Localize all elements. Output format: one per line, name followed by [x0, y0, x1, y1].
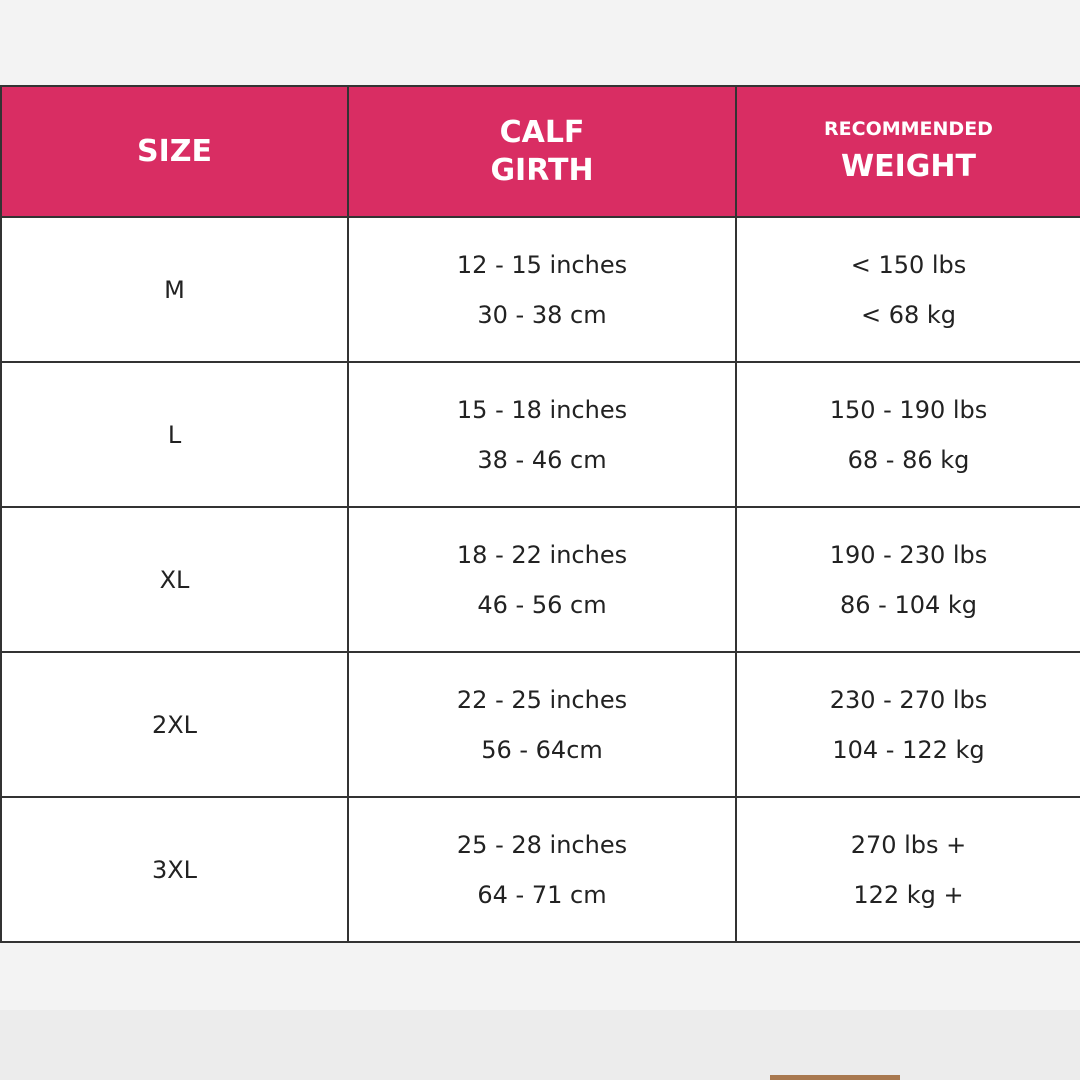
- table-row: [1, 217, 1080, 362]
- weight-lbs: 270 lbs +: [850, 830, 967, 859]
- weight-kg: 122 kg +: [853, 880, 964, 909]
- calf-girth-cell: [348, 217, 736, 362]
- weight-lbs: < 150 lbs: [850, 250, 967, 279]
- size-cell: [1, 362, 348, 507]
- weight-lbs: 230 - 270 lbs: [829, 685, 988, 714]
- calf-girth-cell: [348, 507, 736, 652]
- size-chart-table: [0, 85, 1080, 943]
- header-recommended-weight: [736, 86, 1080, 217]
- size-value: L: [167, 420, 182, 449]
- size-value: 2XL: [151, 710, 198, 739]
- weight-kg: < 68 kg: [860, 300, 957, 329]
- table-row: [1, 797, 1080, 942]
- weight-lbs: 190 - 230 lbs: [829, 540, 988, 569]
- header-row: [1, 86, 1080, 217]
- size-chart-container: [0, 85, 1080, 951]
- header-calf-girth: [348, 86, 736, 217]
- header-size-label: SIZE: [136, 133, 212, 169]
- recommended-weight-cell: [736, 217, 1080, 362]
- table-row: [1, 507, 1080, 652]
- girth-inches: 18 - 22 inches: [456, 540, 628, 569]
- girth-cm: 64 - 71 cm: [477, 880, 607, 909]
- size-cell: [1, 652, 348, 797]
- girth-inches: 25 - 28 inches: [456, 830, 628, 859]
- weight-kg: 68 - 86 kg: [847, 445, 970, 474]
- header-weight-main: WEIGHT: [841, 148, 976, 184]
- table-row: [1, 362, 1080, 507]
- recommended-weight-cell: [736, 362, 1080, 507]
- calf-girth-cell: [348, 652, 736, 797]
- size-cell: [1, 507, 348, 652]
- header-calf-line1: CALF: [499, 115, 585, 150]
- size-cell: [1, 797, 348, 942]
- recommended-weight-cell: [736, 652, 1080, 797]
- calf-girth-cell: [348, 797, 736, 942]
- size-cell: [1, 217, 348, 362]
- header-weight-small: RECOMMENDED: [824, 117, 993, 140]
- header-calf-line2: GIRTH: [490, 152, 594, 188]
- footer-band: [0, 1010, 1080, 1080]
- calf-girth-cell: [348, 362, 736, 507]
- footer-image-edge: [770, 1075, 900, 1080]
- girth-cm: 46 - 56 cm: [477, 590, 607, 619]
- size-value: XL: [159, 565, 190, 594]
- size-value: M: [164, 275, 185, 304]
- girth-inches: 15 - 18 inches: [456, 395, 628, 424]
- header-size: [1, 86, 348, 217]
- girth-cm: 38 - 46 cm: [477, 445, 607, 474]
- girth-inches: 12 - 15 inches: [456, 250, 628, 279]
- table-row: [1, 652, 1080, 797]
- girth-cm: 30 - 38 cm: [477, 300, 607, 329]
- girth-inches: 22 - 25 inches: [456, 685, 628, 714]
- recommended-weight-cell: [736, 507, 1080, 652]
- girth-cm: 56 - 64cm: [481, 735, 603, 764]
- weight-kg: 86 - 104 kg: [839, 590, 978, 619]
- weight-kg: 104 - 122 kg: [832, 735, 985, 764]
- recommended-weight-cell: [736, 797, 1080, 942]
- weight-lbs: 150 - 190 lbs: [829, 395, 988, 424]
- size-value: 3XL: [151, 855, 198, 884]
